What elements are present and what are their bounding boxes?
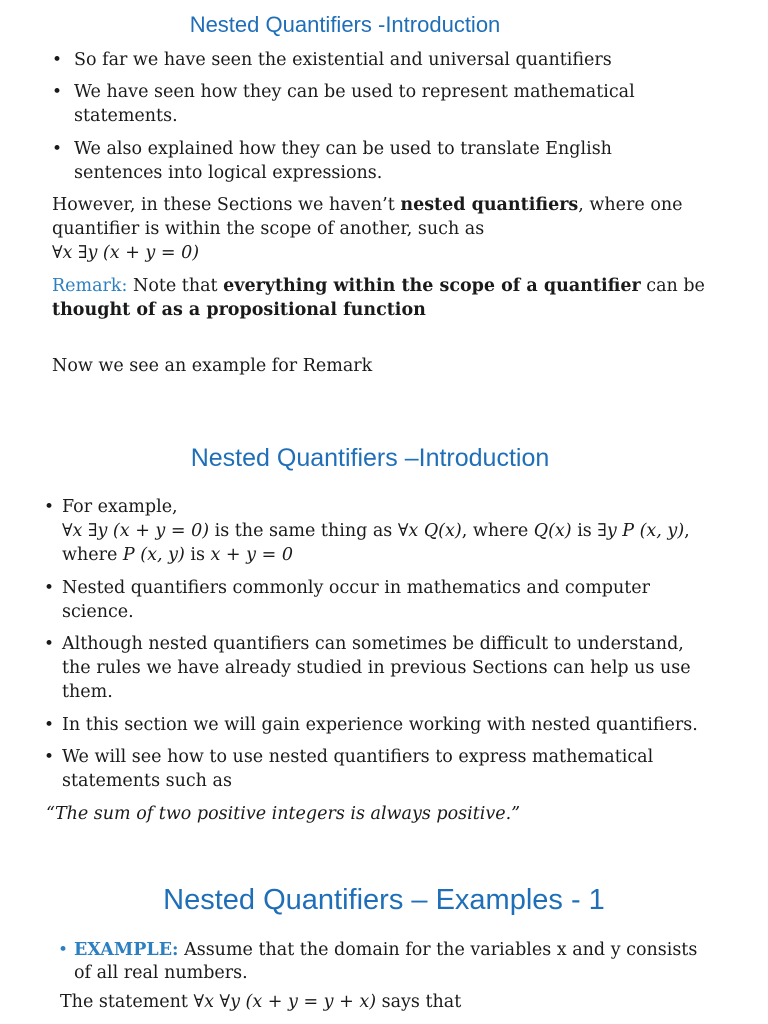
text: says that	[376, 992, 462, 1012]
title-rest: –Introduction	[404, 444, 550, 472]
text: The statement	[60, 992, 194, 1012]
slide-3-title: Nested Quantifiers – Examples - 1	[163, 884, 605, 916]
bullet-text: the rules we have already studied in previous Sections can help us use	[62, 658, 691, 678]
bullet-text: We have seen how they can be used to represent mathematical	[74, 82, 635, 102]
bullet-dot: •	[58, 940, 69, 960]
bold-text: everything within the scope of a quantifier	[223, 276, 641, 296]
text: However, in these Sections we haven’t	[52, 195, 401, 215]
closing-text: Now we see an example for Remark	[52, 356, 373, 376]
bullet-text: In this section we will gain experience working with nested quantifiers.	[62, 715, 698, 735]
bullet-text: Nested quantifiers commonly occur in mathematics and computer	[62, 578, 651, 598]
bullet-text: For example,	[62, 497, 178, 517]
statement	[60, 990, 461, 1014]
bullet-text: science.	[62, 602, 134, 622]
text: ,	[684, 521, 690, 541]
bullet-dot: •	[52, 50, 63, 70]
formula: x + y = 0	[210, 545, 293, 565]
example-text	[74, 938, 697, 962]
text: Assume that the domain for the variables x and y consists	[178, 940, 698, 960]
formula: ∀x ∃y (x + y = 0)	[52, 243, 200, 263]
bullet-dot: •	[44, 497, 55, 517]
bullet-text: So far we have seen the existential and universal quantifiers	[74, 50, 612, 70]
example-label: EXAMPLE:	[74, 940, 179, 960]
quote: “The sum of two positive integers is always positive.”	[46, 804, 521, 824]
text: can be	[640, 276, 705, 296]
text: Note that	[127, 276, 224, 296]
bullet-text: statements such as	[62, 771, 232, 791]
text: , where one	[578, 195, 683, 215]
formula: Q(x)	[533, 521, 572, 541]
example-text: of all real numbers.	[74, 963, 248, 983]
bullet-text: them.	[62, 682, 113, 702]
bullet-text: Although nested quantifiers can sometimes be difficult to understand,	[62, 634, 684, 654]
text: is	[571, 521, 598, 541]
remark-label: Remark:	[52, 276, 128, 296]
text: is	[184, 545, 211, 565]
bullet-text: We will see how to use nested quantifiers to express mathematical	[62, 747, 654, 767]
slide-1-title: Nested Quantifiers -Introduction	[189, 12, 501, 37]
bullet-text: sentences into logical expressions.	[74, 163, 383, 183]
bullet-dot: •	[52, 82, 63, 102]
formula: ∀x Q(x)	[397, 521, 462, 541]
bullet-text: We also explained how they can be used to translate English	[74, 139, 612, 159]
formula: ∀x ∃y (x + y = 0)	[62, 521, 210, 541]
bullet-dot: •	[44, 578, 55, 598]
formula: ∀x ∀y (x + y = y + x)	[193, 992, 377, 1012]
remark-line: thought of as a propositional function	[52, 300, 426, 320]
text: , where	[461, 521, 534, 541]
bold-text: nested quantifiers	[400, 195, 579, 215]
bullet-text: statements.	[74, 106, 178, 126]
text: is the same thing as	[209, 521, 398, 541]
formula: P (x, y)	[122, 545, 185, 565]
bullet-dot: •	[44, 634, 55, 654]
text: where	[62, 545, 123, 565]
paragraph-line: quantifier is within the scope of another, such as	[52, 219, 485, 239]
bullet-dot: •	[52, 139, 63, 159]
title-main: Nested Quantifiers	[190, 444, 405, 472]
bullet-dot: •	[44, 715, 55, 735]
formula: ∃y P (x, y)	[597, 521, 685, 541]
bullet-dot: •	[44, 747, 55, 767]
